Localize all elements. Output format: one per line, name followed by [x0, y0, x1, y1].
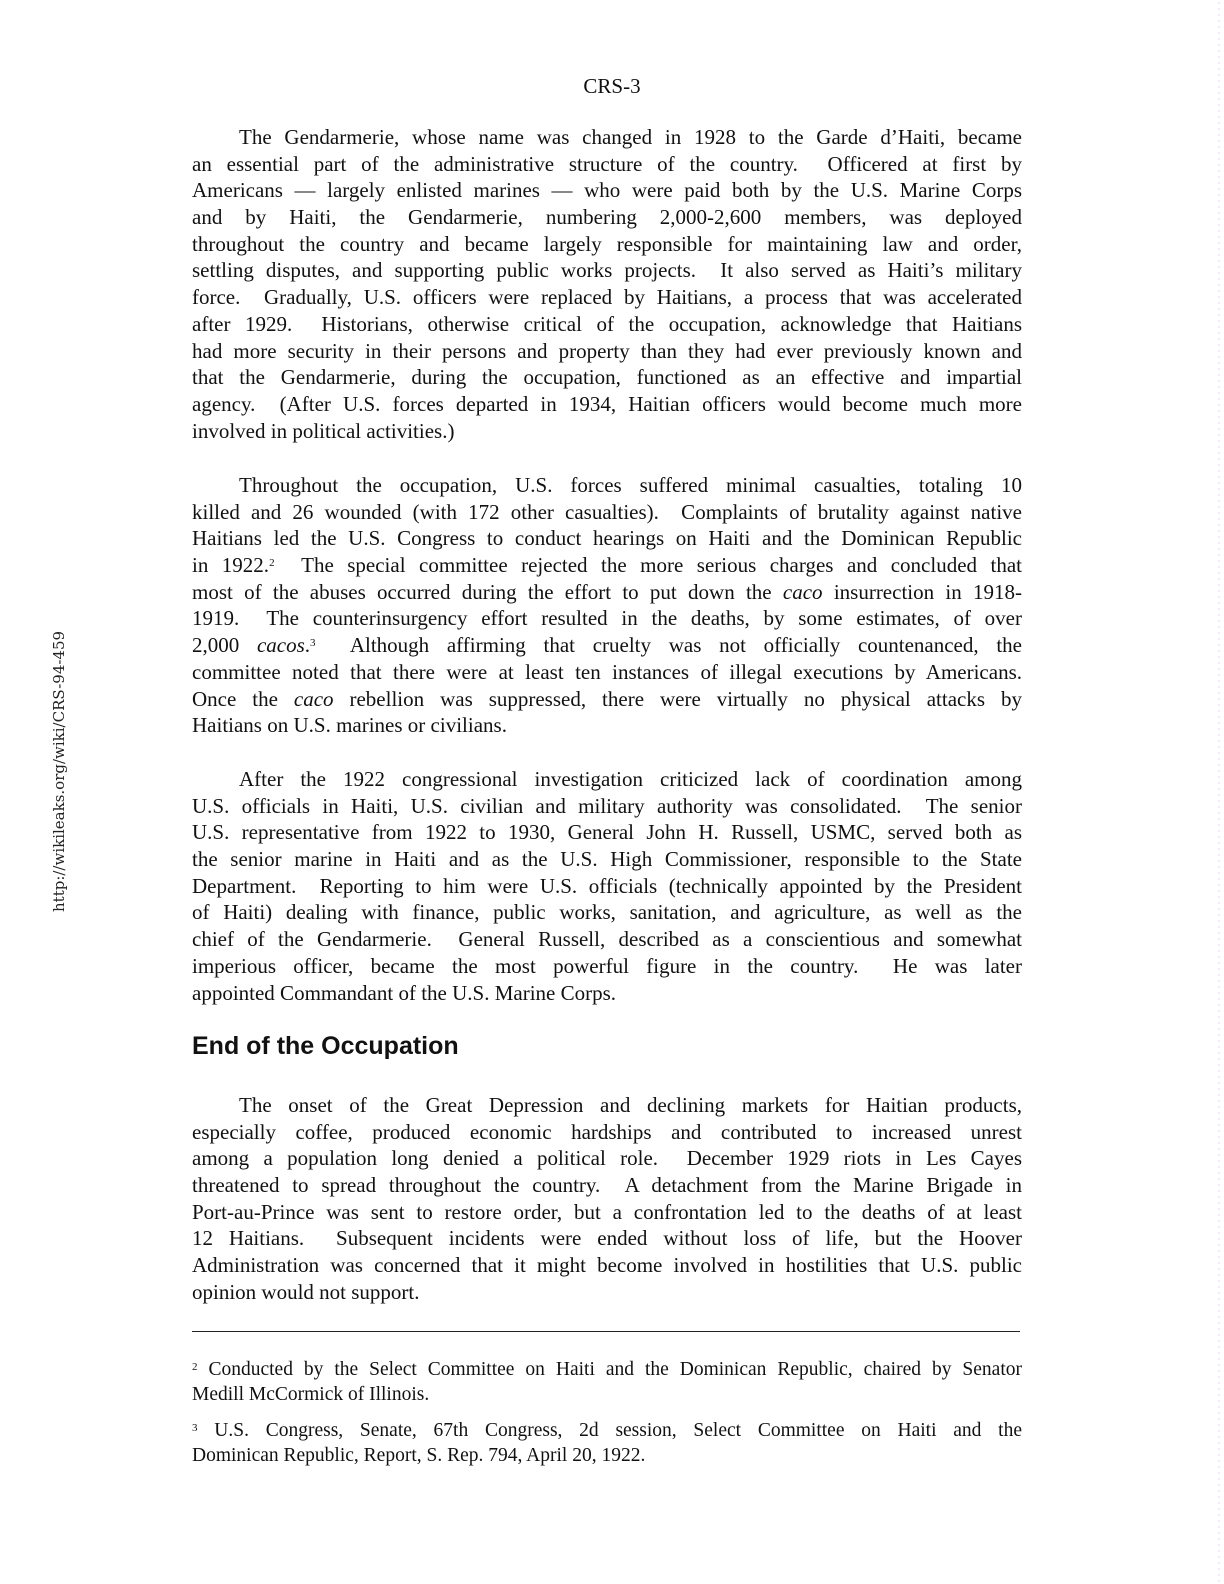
- footnote-3: [192, 1418, 1022, 1468]
- italic-term: cacos: [256, 633, 305, 658]
- text-line: 2,000 cacos.$^3$ Although affirming that cruelty was not officially countenanced, the: [192, 633, 1022, 658]
- text-line: in 1922.$^2$ The special committee rejected the more serious charges and concluded that: [192, 553, 1022, 578]
- text-line: appointed Commandant of the U.S. Marine Corps.: [192, 980, 617, 1005]
- footnote-ref-2[interactable]: 2: [269, 557, 275, 570]
- text-line: had more security in their persons and property than they had ever previously known and: [192, 338, 1022, 363]
- text-line: after 1929. Historians, otherwise critical of the occupation, acknowledge that Haitians: [192, 311, 1022, 336]
- footnote-number: 2: [192, 1361, 198, 1373]
- footnote-divider: [192, 1331, 1020, 1332]
- text-line: and by Haiti, the Gendarmerie, numbering 2,000-2,600 members, was deployed: [192, 205, 1022, 230]
- footnote-ref-3[interactable]: 3: [310, 637, 316, 650]
- text-line: Administration was concerned that it might become involved in hostilities that U.S. public: [192, 1253, 1022, 1278]
- text-line: killed and 26 wounded (with 172 other casualties). Complaints of brutality against native: [192, 499, 1022, 524]
- text-line: Haitians led the U.S. Congress to conduct hearings on Haiti and the Dominican Republic: [192, 526, 1022, 551]
- text-line: U.S. representative from 1922 to 1930, General John H. Russell, USMC, served both as: [192, 820, 1022, 845]
- text-line: of Haiti) dealing with finance, public works, sanitation, and agriculture, as well as the: [192, 900, 1022, 925]
- paragraph-casualties: [192, 472, 1022, 739]
- footnote-line: $^3$ U.S. Congress, Senate, 67th Congress, 2d session, Select Committee on Haiti and the: [192, 1420, 1022, 1441]
- text-line: The onset of the Great Depression and declining markets for Haitian products,: [239, 1093, 1022, 1117]
- text-line: U.S. officials in Haiti, U.S. civilian and military authority was consolidated. The senior: [192, 793, 1022, 818]
- text-line: 12 Haitians. Subsequent incidents were ended without loss of life, but the Hoover: [192, 1226, 1022, 1251]
- text-line: Americans — largely enlisted marines — who were paid both by the U.S. Marine Corps: [192, 178, 1022, 203]
- italic-term: caco: [293, 686, 334, 711]
- text-line: involved in political activities.): [192, 418, 455, 443]
- text-line: Port-au-Prince was sent to restore order, but a confrontation led to the deaths of at least: [192, 1199, 1022, 1224]
- footnote-line: $^2$ Conducted by the Select Committee on Haiti and the Dominican Republic, chaired by Senator: [192, 1359, 1022, 1380]
- footnote-number: 3: [192, 1422, 198, 1434]
- page-number: CRS-3: [583, 74, 641, 98]
- text-line: Once the caco rebellion was suppressed, there were virtually no physical attacks by: [192, 686, 1022, 711]
- text-line: opinion would not support.: [192, 1279, 420, 1304]
- text-line: Department. Reporting to him were U.S. officials (technically appointed by the President: [192, 873, 1022, 898]
- text-line: agency. (After U.S. forces departed in 1934, Haitian officers would become much more: [192, 391, 1022, 416]
- text-line: the senior marine in Haiti and as the U.S. High Commissioner, responsible to the State: [192, 847, 1022, 872]
- text-line: Throughout the occupation, U.S. forces suffered minimal casualties, totaling 10: [239, 473, 1022, 497]
- text-line: force. Gradually, U.S. officers were replaced by Haitians, a process that was accelerated: [192, 285, 1022, 310]
- side-url-watermark: http://wikileaks.org/wiki/CRS-94-459: [50, 630, 68, 912]
- text-line: imperious officer, became the most powerful figure in the country. He was later: [192, 953, 1022, 978]
- text-line: threatened to spread throughout the country. A detachment from the Marine Brigade in: [192, 1173, 1022, 1198]
- page-edge-decoration: [1216, 0, 1224, 1584]
- text-line: among a population long denied a political role. December 1929 riots in Les Cayes: [192, 1146, 1022, 1171]
- footnote-line: Medill McCormick of Illinois.: [192, 1384, 430, 1405]
- footnote-2: [192, 1357, 1022, 1407]
- text-line: The Gendarmerie, whose name was changed in 1928 to the Garde d’Haiti, became: [239, 125, 1022, 149]
- text-line: most of the abuses occurred during the effort to put down the caco insurrection in 1918-: [192, 579, 1022, 604]
- text-line: committee noted that there were at least ten instances of illegal executions by Americans.: [192, 659, 1022, 684]
- text-line: that the Gendarmerie, during the occupation, functioned as an effective and impartial: [192, 365, 1022, 390]
- paragraph-gendarmerie: [192, 124, 1022, 444]
- italic-term: caco: [782, 579, 823, 604]
- text-line: settling disputes, and supporting public works projects. It also served as Haiti’s military: [192, 258, 1022, 283]
- paragraph-depression: [192, 1092, 1022, 1306]
- text-line: Haitians on U.S. marines or civilians.: [192, 713, 507, 738]
- text-line: an essential part of the administrative structure of the country. Officered at first by: [192, 151, 1022, 176]
- section-heading: End of the Occupation: [192, 1032, 459, 1060]
- text-line: especially coffee, produced economic hardships and contributed to increased unrest: [192, 1119, 1022, 1144]
- text-line: After the 1922 congressional investigation criticized lack of coordination among: [239, 767, 1022, 791]
- text-line: 1919. The counterinsurgency effort resulted in the deaths, by some estimates, of over: [192, 606, 1022, 631]
- paragraph-russell: [192, 766, 1022, 1006]
- footnote-line: Dominican Republic, Report, S. Rep. 794, April 20, 1922.: [192, 1445, 646, 1466]
- text-line: chief of the Gendarmerie. General Russell, described as a conscientious and somewhat: [192, 927, 1022, 952]
- text-line: throughout the country and became largely responsible for maintaining law and order,: [192, 231, 1022, 256]
